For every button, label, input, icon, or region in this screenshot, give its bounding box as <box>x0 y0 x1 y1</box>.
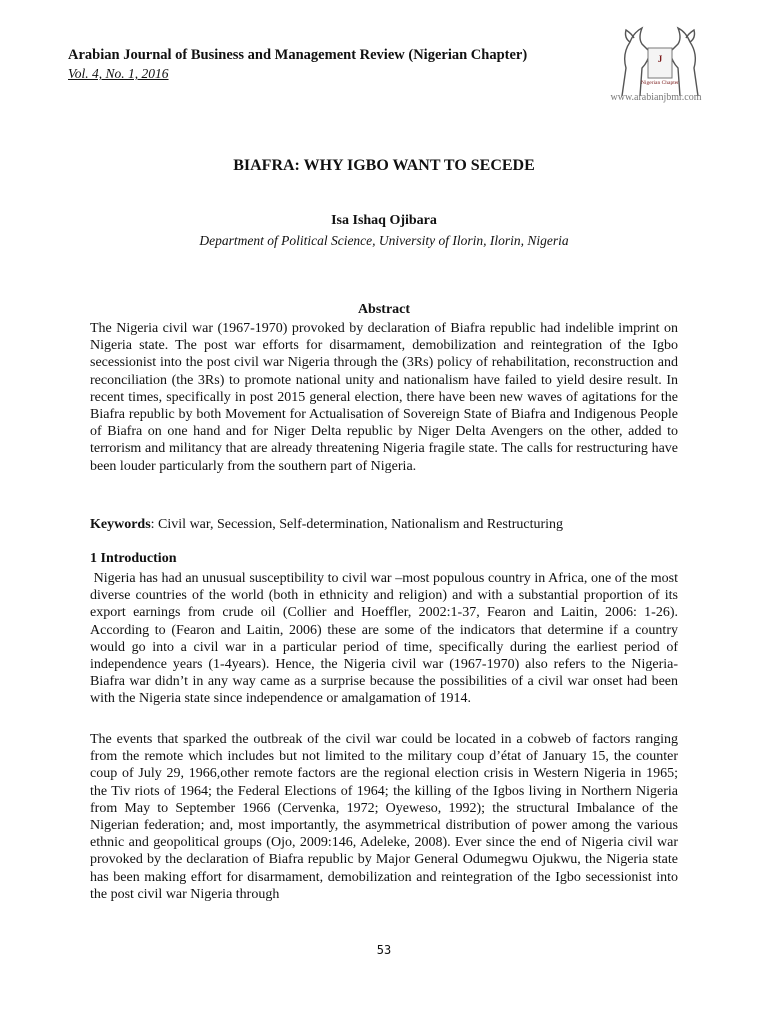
abstract-heading: Abstract <box>357 302 411 317</box>
journal-volume-link[interactable]: Vol. 4, No. 1, 2016 <box>68 66 169 81</box>
keywords-line <box>90 516 678 533</box>
abstract-text: The Nigeria civil war (1967-1970) provoked by declaration of Biafra republic had indelible imprint on Nigeria state. The post war efforts for disarmament, demobilization and reintegration of the Igbo secessionist into the post civil war Nigeria through the (3Rs) policy of rehabilitation, reconstruction and reconciliation (the 3Rs) to promote national unity and nationalism have failed to yield desire result. In recent times, specifically in post 2015 general election, there have been new waves of agitations for the Biafra republic by both Movement for Actualisation of Sovereign State of Biafra and Indigenous People of Biafra on one hand and for Niger Delta republic by Niger Delta Avengers on the other, added to terrorism and militancy that are already threatening Nigeria fragile state. The calls for restructuring have been louder particularly from the southern part of Nigeria. <box>90 321 678 474</box>
journal-website[interactable]: www.arabianjbmr.com <box>610 92 702 103</box>
section-heading-introduction: 1 Introduction <box>90 551 177 566</box>
page-number: 53 <box>376 943 392 957</box>
keywords-text: : Civil war, Secession, Self-determination, Nationalism and Restructuring <box>150 517 564 532</box>
svg-text:J: J <box>657 54 663 64</box>
introduction-paragraph-1: Nigeria has had an unusual susceptibility to civil war –most populous country in Africa, one of the most diverse countries of the world (both in ethnicity and religion) and with a substantial proportion of its export earnings from crude oil (Collier and Hoeffler, 2002:1-37, Fearon and Laitin, 2006: 1-26). According to (Fearon and Laitin, 2006) these are some of the indicators that determine if a country would go into a civil war in a particular period of time, specifically during the earliest period of independence years (1-4years). Hence, the Nigeria civil war (1967-1970) also refers to the Nigeria-Biafra war didn’t in any way came as a surprise because the possibilities of a civil war onset had been with the Nigeria state since independence or amalgamation of 1914. <box>90 571 682 707</box>
journal-name: Arabian Journal of Business and Management Review (Nigerian Chapter) <box>68 47 528 63</box>
author-name: Isa Ishaq Ojibara <box>331 213 437 228</box>
logo-label: Nigerian Chapter <box>640 80 680 86</box>
paper-title: BIAFRA: WHY IGBO WANT TO SECEDE <box>233 157 535 174</box>
introduction-paragraph-2: The events that sparked the outbreak of the civil war could be located in a cobweb of factors ranging from the remote which includes but not limited to the military coup d’état of January 15, the counter coup of July 29, 1966,other remote factors are the regional election crisis in Western Nigeria in 1965; the Tiv riots of 1964; the Federal Elections of 1964; the killing of the Igbos living in Northern Nigeria from May to September 1966 (Cervenka, 1972; Oyeweso, 1992); the structural Imbalance of the Nigerian federation; and, most importantly, the asymmetrical distribution of power among the various ethnic and geopolitical groups (Ojo, 2009:146, Adeleke, 2008). Ever since the end of Nigeria civil war provoked by the declaration of Biafra republic by Major General Odumegwu Ojukwu, the Nigeria state has been making effort for disarmament, demobilization and reintegration of the Igbo secessionist into the post civil war Nigeria through <box>90 732 678 902</box>
journal-logo <box>612 18 708 100</box>
author-affiliation: Department of Political Science, University of Ilorin, Ilorin, Nigeria <box>199 233 569 248</box>
keywords-label: Keywords <box>90 517 151 532</box>
